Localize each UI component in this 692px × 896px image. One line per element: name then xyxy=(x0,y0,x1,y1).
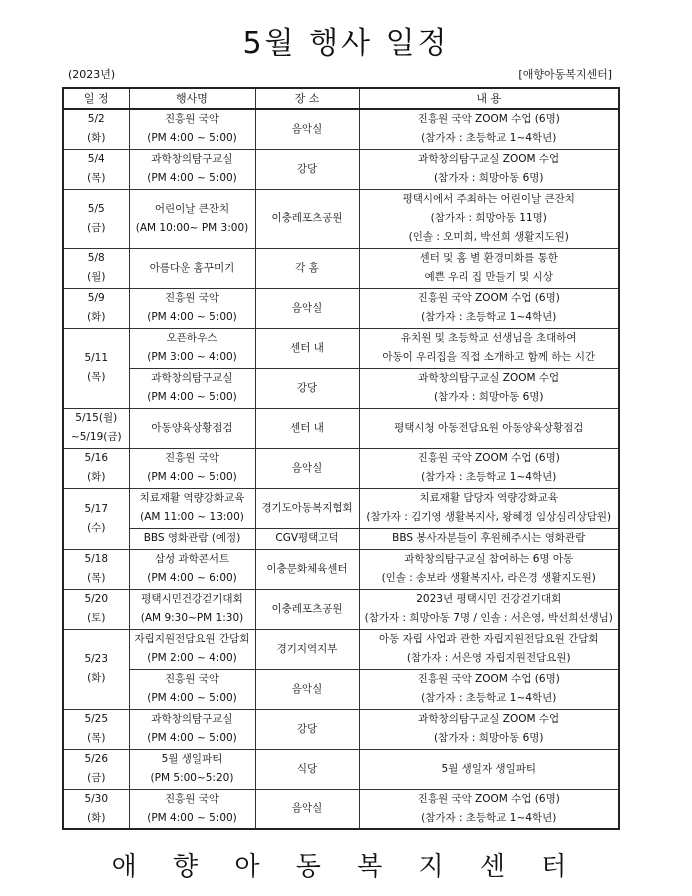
event-cell xyxy=(129,669,255,709)
venue-cell: 경기지역지부 xyxy=(255,629,359,669)
date-cell-line: (화) xyxy=(87,471,106,483)
event-cell-line: 과학창의탐구교실 xyxy=(151,713,233,725)
table-row xyxy=(63,589,619,629)
date-cell xyxy=(63,488,129,549)
date-cell xyxy=(63,408,129,448)
content-cell xyxy=(359,528,619,549)
venue-cell: 음악실 xyxy=(255,288,359,328)
date-cell xyxy=(63,749,129,789)
venue-cell: CGV평택고덕 xyxy=(255,528,359,549)
event-cell-line: 치료재활 역량강화교육 xyxy=(139,492,245,504)
content-cell-line: 5월 생일자 생일파티 xyxy=(441,762,536,775)
event-cell xyxy=(129,589,255,629)
content-cell-line: 진흥원 국악 ZOOM 수업 (6명) xyxy=(417,292,560,304)
table-row xyxy=(63,288,619,328)
date-cell-line: 5/2 xyxy=(87,113,105,126)
content-cell xyxy=(359,248,619,288)
content-cell xyxy=(359,709,619,749)
content-cell-line: (참가자 : 희망아동 6명) xyxy=(433,172,544,184)
venue-cell: 식당 xyxy=(255,749,359,789)
venue-cell: 음악실 xyxy=(255,789,359,829)
event-cell-line: 5월 생일파티 xyxy=(161,753,223,765)
content-cell xyxy=(359,328,619,368)
event-cell-line: (PM 2:00 ~ 4:00) xyxy=(147,652,237,664)
venue-cell: 음악실 xyxy=(255,448,359,488)
event-cell-line: (PM 3:00 ~ 4:00) xyxy=(147,351,237,363)
event-cell-line: (PM 4:00 ~ 5:00) xyxy=(147,811,237,824)
table-row xyxy=(63,528,619,549)
date-cell xyxy=(63,549,129,589)
document-title: 5월 행사 일정 xyxy=(242,26,450,61)
content-cell-line: 진흥원 국악 ZOOM 수업 (6명) xyxy=(417,673,560,685)
event-cell-line: (AM 9:30~PM 1:30) xyxy=(140,612,244,624)
content-cell-line: (참가자 : 희망아동 6명) xyxy=(433,732,544,744)
content-cell xyxy=(359,589,619,629)
event-cell-line: 과학창의탐구교실 xyxy=(151,372,233,384)
venue-cell: 강당 xyxy=(255,709,359,749)
date-cell-line: (화) xyxy=(87,811,106,824)
content-cell-line: (참가자 : 희망아동 11명) xyxy=(430,212,547,224)
date-cell xyxy=(63,149,129,189)
event-cell xyxy=(129,109,255,149)
event-cell-line: 아름다운 홈꾸미기 xyxy=(149,261,235,274)
event-cell-line: BBS 영화관람 (예정) xyxy=(143,532,241,544)
date-cell-line: (목) xyxy=(87,172,106,184)
event-cell-line: (PM 4:00 ~ 6:00) xyxy=(147,572,237,584)
event-cell-line: (PM 4:00 ~ 5:00) xyxy=(147,172,237,184)
venue-cell: 강당 xyxy=(255,368,359,408)
date-cell-line: (목) xyxy=(87,732,106,744)
event-cell xyxy=(129,248,255,288)
date-cell-line: (금) xyxy=(87,221,106,234)
date-cell-line: (화) xyxy=(87,672,106,684)
content-cell-line: (참가자 : 초등학교 1~4학년) xyxy=(421,311,557,323)
event-cell xyxy=(129,488,255,528)
content-cell xyxy=(359,488,619,528)
date-cell xyxy=(63,109,129,149)
event-cell-line: (PM 4:00 ~ 5:00) xyxy=(147,471,237,483)
date-cell-line: 5/15(월) xyxy=(75,412,118,424)
year-label: (2023년) xyxy=(68,68,116,81)
date-cell-line: 5/18 xyxy=(84,553,109,565)
table-body xyxy=(63,109,619,829)
table-header xyxy=(63,88,619,109)
content-cell-line: (참가자 : 희망아동 6명) xyxy=(433,391,544,403)
event-cell-line: 진흥원 국악 xyxy=(164,292,220,304)
content-cell-line: 진흥원 국악 ZOOM 수업 (6명) xyxy=(417,452,560,464)
event-cell-line: (PM 5:00~5:20) xyxy=(150,772,234,784)
event-cell-line: (PM 4:00 ~ 5:00) xyxy=(147,692,237,704)
footer-organization-name: 애 향 아 동 복 지 센 터 xyxy=(111,852,581,882)
header-content: 내 용 xyxy=(359,88,619,109)
content-cell-line: BBS 봉사자분들이 후원해주시는 영화관람 xyxy=(392,532,586,544)
event-cell xyxy=(129,149,255,189)
event-cell-line: (AM 10:00~ PM 3:00) xyxy=(135,221,249,234)
content-cell-line: 2023년 평택시민 건강걷기대회 xyxy=(416,593,562,605)
date-cell-line: (수) xyxy=(87,521,106,534)
date-cell xyxy=(63,189,129,248)
date-cell-line: 5/11 xyxy=(84,352,109,364)
event-cell xyxy=(129,288,255,328)
table-row xyxy=(63,408,619,448)
content-cell xyxy=(359,669,619,709)
table-row xyxy=(63,189,619,248)
content-cell xyxy=(359,109,619,149)
content-cell-line: (참가자 : 서은영 자립지원전담요원) xyxy=(406,652,571,664)
event-cell-line: 과학창의탐구교실 xyxy=(151,153,233,165)
event-cell-line: 진흥원 국악 xyxy=(164,113,220,126)
header-date: 일 정 xyxy=(63,88,129,109)
schedule-table xyxy=(62,87,620,830)
table-row xyxy=(63,669,619,709)
content-cell-line: (참가자 : 초등학교 1~4학년) xyxy=(421,132,557,145)
content-cell-line: (참가자 : 초등학교 1~4학년) xyxy=(421,811,557,824)
venue-cell: 강당 xyxy=(255,149,359,189)
event-cell xyxy=(129,189,255,248)
organization-tag: [애향아동복지센터] xyxy=(518,68,612,81)
date-cell xyxy=(63,789,129,829)
date-cell xyxy=(63,709,129,749)
date-cell-line: (화) xyxy=(87,311,106,323)
date-cell-line: 5/8 xyxy=(87,252,105,264)
venue-cell: 센터 내 xyxy=(255,408,359,448)
venue-cell: 이충레포츠공원 xyxy=(255,589,359,629)
content-cell-line: (참가자 : 희망아동 7명 / 인솔 : 서은영, 박선희선생님) xyxy=(364,612,613,624)
event-cell xyxy=(129,549,255,589)
event-cell-line: (PM 4:00 ~ 5:00) xyxy=(147,132,237,145)
table-row xyxy=(63,709,619,749)
content-cell-line: 평택시청 아동전담요원 아동양육상황점검 xyxy=(394,421,584,434)
event-cell xyxy=(129,709,255,749)
event-cell-line: 평택시민건강걷기대회 xyxy=(141,593,243,605)
content-cell xyxy=(359,149,619,189)
table-row xyxy=(63,248,619,288)
table-row xyxy=(63,109,619,149)
date-cell xyxy=(63,448,129,488)
venue-cell: 경기도아동복지협회 xyxy=(255,488,359,528)
event-cell xyxy=(129,749,255,789)
table-row xyxy=(63,368,619,408)
table-row xyxy=(63,149,619,189)
content-cell-line: 아동이 우리집을 직접 소개하고 함께 하는 시간 xyxy=(382,351,596,363)
header-event: 행사명 xyxy=(129,88,255,109)
date-cell-line: (토) xyxy=(87,612,106,624)
event-cell-line: 진흥원 국악 xyxy=(164,452,220,464)
date-cell-line: (목) xyxy=(87,572,106,584)
date-cell-line: 5/17 xyxy=(84,502,109,515)
content-cell xyxy=(359,749,619,789)
table-row xyxy=(63,488,619,528)
content-cell-line: 과학창의탐구교실 ZOOM 수업 xyxy=(418,713,560,725)
date-cell-line: 5/25 xyxy=(84,713,109,725)
content-cell xyxy=(359,408,619,448)
event-cell-line: 자립지원전담요원 간담회 xyxy=(134,633,250,645)
event-cell-line: 진흥원 국악 xyxy=(164,673,220,685)
content-cell xyxy=(359,448,619,488)
event-cell xyxy=(129,368,255,408)
content-cell-line: (인솔 : 송보라 생활복지사, 라은경 생활지도원) xyxy=(381,572,596,584)
date-cell-line: (목) xyxy=(87,371,106,383)
venue-cell: 이충문화체육센터 xyxy=(255,549,359,589)
date-cell xyxy=(63,589,129,629)
event-cell-line: 삼성 과학콘서트 xyxy=(154,553,230,565)
content-cell-line: 평택시에서 주최하는 어린이날 큰잔치 xyxy=(402,193,575,205)
date-cell-line: 5/26 xyxy=(84,753,109,765)
content-cell-line: 아동 자립 사업과 관한 자립지원전담요원 간담회 xyxy=(378,633,599,645)
content-cell-line: 센터 및 홈 별 환경미화를 통한 xyxy=(419,252,558,264)
date-cell-line: 5/30 xyxy=(84,792,109,805)
content-cell-line: 치료재활 담당자 역량강화교육 xyxy=(419,492,559,504)
content-cell-line: 진흥원 국악 ZOOM 수업 (6명) xyxy=(417,792,560,805)
venue-cell: 이충레포츠공원 xyxy=(255,189,359,248)
table-row xyxy=(63,328,619,368)
date-cell-line: 5/9 xyxy=(87,292,105,304)
event-cell xyxy=(129,629,255,669)
event-cell-line: (PM 4:00 ~ 5:00) xyxy=(147,732,237,744)
content-cell-line: 유치원 및 초등학교 선생님을 초대하여 xyxy=(400,332,577,344)
event-cell-line: (PM 4:00 ~ 5:00) xyxy=(147,391,237,403)
content-cell-line: 진흥원 국악 ZOOM 수업 (6명) xyxy=(417,113,560,126)
venue-cell: 음악실 xyxy=(255,109,359,149)
content-cell xyxy=(359,549,619,589)
table-row xyxy=(63,448,619,488)
header-row xyxy=(63,88,619,109)
date-cell-line: (금) xyxy=(87,772,106,784)
date-cell-line: 5/23 xyxy=(84,653,109,665)
date-cell-line: 5/4 xyxy=(87,153,105,165)
venue-cell: 센터 내 xyxy=(255,328,359,368)
content-cell xyxy=(359,189,619,248)
event-cell-line: (AM 11:00 ~ 13:00) xyxy=(140,511,244,523)
date-cell-line: (월) xyxy=(87,271,106,283)
content-cell xyxy=(359,288,619,328)
date-cell-line: 5/5 xyxy=(87,202,105,215)
header-venue: 장 소 xyxy=(255,88,359,109)
event-cell-line: 오픈하우스 xyxy=(166,332,218,344)
content-cell xyxy=(359,789,619,829)
venue-cell: 각 홈 xyxy=(255,248,359,288)
event-cell xyxy=(129,528,255,549)
date-cell-line: 5/16 xyxy=(84,452,109,464)
content-cell-line: (참가자 : 초등학교 1~4학년) xyxy=(421,471,557,483)
content-cell xyxy=(359,368,619,408)
content-cell xyxy=(359,629,619,669)
date-cell xyxy=(63,248,129,288)
event-cell-line: 어린이날 큰잔치 xyxy=(154,202,230,215)
content-cell-line: (인솔 : 오미희, 박선희 생활지도원) xyxy=(408,231,569,243)
event-cell xyxy=(129,448,255,488)
table-row xyxy=(63,629,619,669)
event-cell-line: 진흥원 국악 xyxy=(164,792,220,805)
content-cell-line: 과학창의탐구교실 ZOOM 수업 xyxy=(418,153,560,165)
date-cell xyxy=(63,328,129,408)
date-cell xyxy=(63,629,129,709)
date-cell-line: 5/20 xyxy=(84,593,109,605)
event-cell-line: 아동양육상황점검 xyxy=(151,421,233,434)
date-cell-line: ~5/19(금) xyxy=(70,431,122,443)
event-cell-line: (PM 4:00 ~ 5:00) xyxy=(147,311,237,323)
table-row xyxy=(63,789,619,829)
date-cell xyxy=(63,288,129,328)
content-cell-line: 과학창의탐구교실 참여하는 6명 아동 xyxy=(404,553,574,565)
venue-cell: 음악실 xyxy=(255,669,359,709)
event-cell xyxy=(129,408,255,448)
content-cell-line: (참가자 : 초등학교 1~4학년) xyxy=(421,692,557,704)
content-cell-line: (참가자 : 김기영 생활복지사, 왕혜정 임상심리상담원) xyxy=(366,511,612,523)
table-row xyxy=(63,549,619,589)
date-cell-line: (화) xyxy=(87,132,106,145)
table-row xyxy=(63,749,619,789)
event-cell xyxy=(129,328,255,368)
content-cell-line: 예쁜 우리 집 만들기 및 시상 xyxy=(424,271,553,283)
content-cell-line: 과학창의탐구교실 ZOOM 수업 xyxy=(418,372,560,384)
event-cell xyxy=(129,789,255,829)
